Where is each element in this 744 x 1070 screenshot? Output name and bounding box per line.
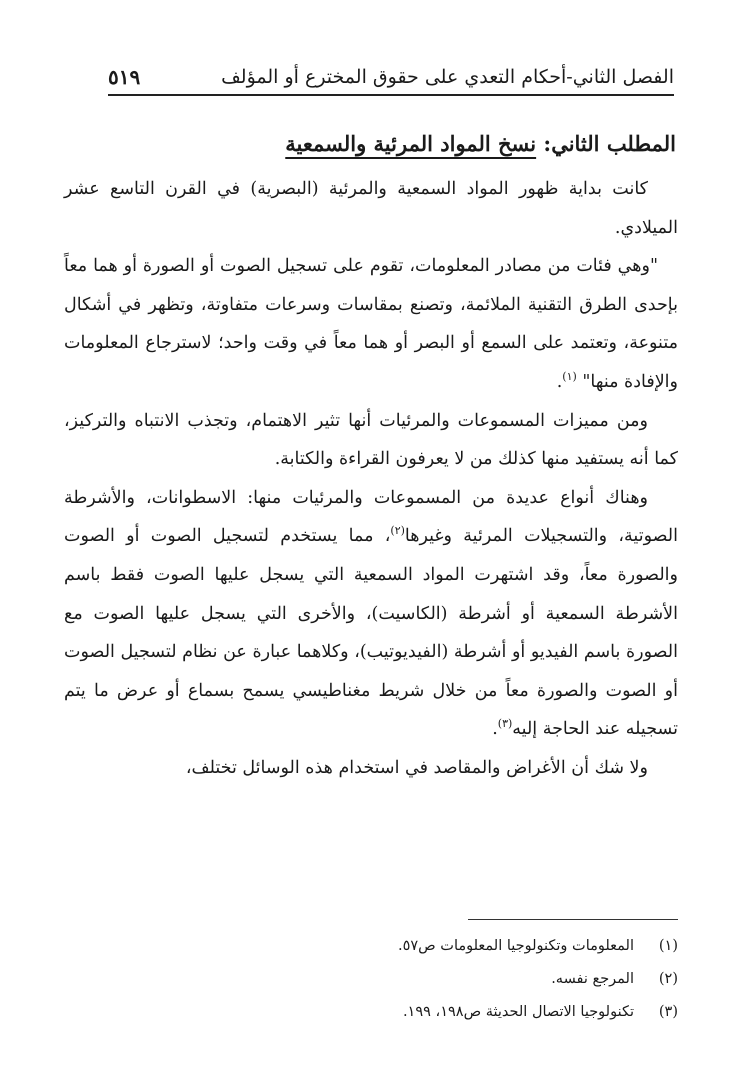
- running-title: الفصل الثاني-أحكام التعدي على حقوق المخترع أو المؤلف: [221, 66, 674, 88]
- footnote-text: المعلومات وتكنولوجيا المعلومات ص٥٧.: [397, 938, 634, 954]
- paragraph: [64, 247, 678, 401]
- footnote-number: (٣): [658, 1004, 678, 1020]
- section-label: المطلب الثاني:: [536, 131, 676, 156]
- footnote: [64, 930, 678, 963]
- footnote-ref[interactable]: (١): [562, 370, 577, 384]
- footnote: [64, 963, 678, 996]
- footnote-ref[interactable]: (٢): [390, 524, 405, 538]
- footnote-text: المرجع نفسه.: [551, 971, 634, 987]
- paragraph-text-continued: ، مما يستخدم لتسجيل الصوت أو الصوت والصورة معاً، وقد اشتهرت المواد السمعية التي يسجل عليها الصوت فقط باسم الأشرطة السمعية أو أشرطة (الكاسيت)، والأخرى التي يسجل عليها الصوت مع الصورة باسم الفيديو أو أشرطة (الفيديوتيب)، وكلاهما عبارة عن نظام لتسجيل الصوت أو الصوت والصورة معاً من خلال شريط مغناطيسي يسمح بسماع أو عرض ما يتم تسجيله عند الحاجة إليه: [64, 526, 678, 740]
- footnote-text: تكنولوجيا الاتصال الحديثة ص١٩٨، ١٩٩.: [402, 1004, 634, 1020]
- section-heading: [285, 128, 676, 160]
- paragraph-text-tail: .: [556, 371, 563, 392]
- footnote-number: (٢): [658, 971, 678, 987]
- footnote-ref[interactable]: (٣): [497, 717, 513, 731]
- page-number: ٥١٩: [108, 65, 141, 89]
- paragraph-text: كانت بداية ظهور المواد السمعية والمرئية (البصرية) في القرن التاسع عشر الميلادي.: [64, 179, 678, 238]
- footnote-number: (١): [658, 938, 678, 954]
- paragraph: [64, 479, 678, 749]
- paragraph-text: وهناك أنواع عديدة من المسموعات والمرئيات منها: الاسطوانات، والأشرطة الصوتية، والتسجيلات المرئية وغيرها: [64, 487, 678, 547]
- paragraph: [64, 170, 678, 247]
- footnotes: [64, 930, 678, 1029]
- body-text: [64, 170, 678, 788]
- paragraph-text: "وهي فئات من مصادر المعلومات، تقوم على تسجيل الصوت أو الصورة أو هما معاً بإحدى الطرق التقنية الملائمة، وتصنع بمقاسات وسرعات متفاوتة، وتظهر في أشكال متنوعة، وتعتمد على السمع أو البصر أو هما معاً في وقت واحد؛ لاسترجاع المعلومات والإفادة منها": [64, 256, 678, 392]
- paragraph: [64, 402, 678, 479]
- paragraph-text-tail: .: [492, 719, 498, 740]
- paragraph-text: ومن مميزات المسموعات والمرئيات أنها تثير الاهتمام، وتجذب الانتباه والتركيز، كما أنه يستفيد منها كذلك من لا يعرفون القراءة والكتابة.: [64, 410, 678, 470]
- running-header: [108, 56, 674, 90]
- footnote: [64, 996, 678, 1029]
- section-title: نسخ المواد المرئية والسمعية: [285, 131, 537, 156]
- paragraph: [64, 749, 678, 788]
- paragraph-text: ولا شك أن الأغراض والمقاصد في استخدام هذه الوسائل تختلف،: [185, 757, 648, 778]
- footnote-divider: [468, 919, 678, 920]
- header-divider: [108, 94, 674, 96]
